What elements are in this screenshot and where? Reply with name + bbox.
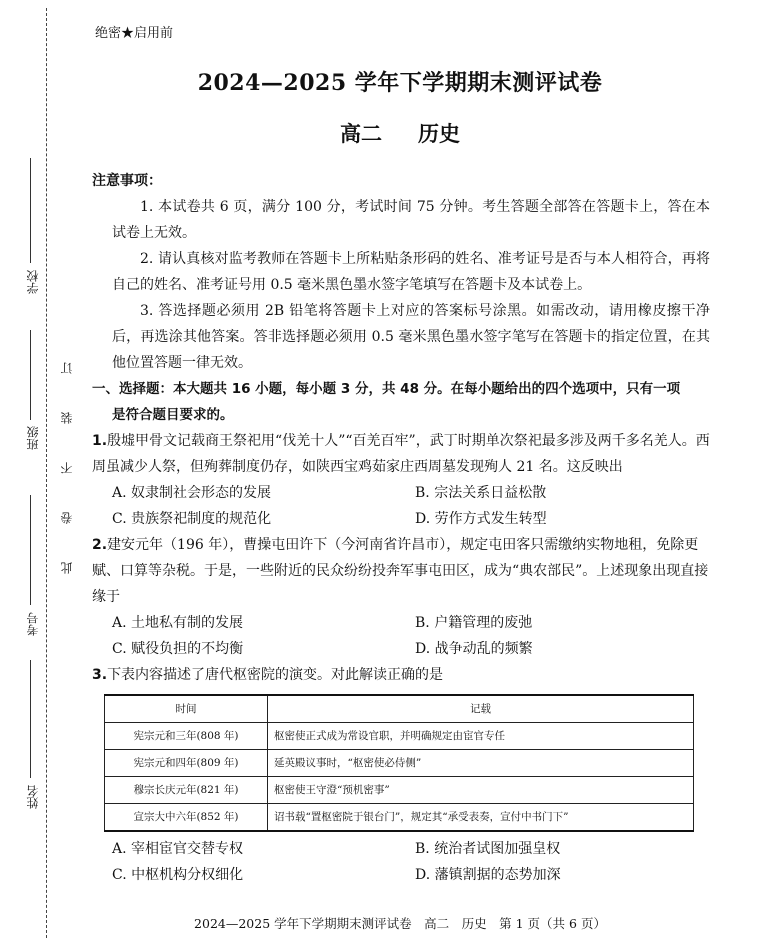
question-number: 3.	[92, 667, 108, 683]
option[interactable]: C. 赋役负担的不均衡	[112, 641, 244, 657]
name-blank	[30, 660, 31, 778]
subject-heading	[90, 118, 710, 148]
question-number: 2.	[92, 537, 108, 553]
question-stem: 殷墟甲骨文记载商王祭祀用“伐羌十人”“百羌百牢”，武丁时期单次祭祀最多涉及两千多名羌人。西周虽减少人祭，但殉葬制度仍存，如陕西宝鸡茹家庄西周墓发现殉人 21 名。这反映出	[92, 433, 710, 475]
cut-line	[46, 8, 47, 938]
exam-title: 2024—2025 学年下学期期末测评试卷	[197, 70, 603, 96]
question-stem: 建安元年（196 年），曹操屯田许下（今河南省许昌市），规定屯田客只需缴纳实物地租，免除更赋、口算等杂税。于是，一些附近的民众纷纷投奔军事屯田区，成为“典农部民”。上述现象出现直接缘于	[92, 537, 709, 605]
class-blank	[30, 330, 31, 420]
table-cell: 诏书载“置枢密院于银台门”，规定其“承受表奏，宣付中书门下”	[268, 804, 694, 832]
notes-heading: 注意事项：	[92, 173, 162, 189]
table-cell: 枢密使王守澄“预机密事”	[268, 777, 694, 804]
table-cell: 延英殿议事时，“枢密使必侍侧”	[268, 750, 694, 777]
table-header: 时间	[105, 695, 268, 723]
name-label: 姓名	[26, 785, 40, 809]
option[interactable]: D. 战争动乱的频繁	[415, 641, 533, 657]
seal-char: 订	[60, 362, 74, 374]
question-1	[92, 428, 710, 480]
option[interactable]: D. 藩镇割据的态势加深	[415, 867, 561, 883]
question-number: 1.	[92, 433, 108, 449]
table-header-row	[105, 695, 694, 723]
option[interactable]: C. 贵族祭祀制度的规范化	[112, 511, 272, 527]
exam-body	[92, 168, 710, 888]
note-item: 3. 答选择题必须用 2B 铅笔将答题卡上对应的答案标号涂黑。如需改动，请用橡皮擦干净后，再选涂其他答案。答非选择题必须用 0.5 毫米黑色墨水签字笔写在答题卡的指定位置，在其他位置答题一律无效。	[112, 303, 710, 371]
section-heading	[92, 376, 710, 428]
exam-number-label: 考号	[26, 612, 40, 636]
table-row	[105, 750, 694, 777]
question-3	[92, 662, 710, 688]
option[interactable]: B. 统治者试图加强皇权	[415, 841, 561, 857]
table-cell: 宣宗大中六年(852 年)	[105, 804, 268, 832]
note-item: 2. 请认真核对监考教师在答题卡上所粘贴条形码的姓名、准考证号是否与本人相符合，再将自己的姓名、准考证号用 0.5 毫米黑色墨水签字笔填写在答题卡及本试卷上。	[112, 251, 710, 293]
class-label: 班级	[26, 426, 40, 450]
table-cell: 宪宗元和四年(809 年)	[105, 750, 268, 777]
options-1	[112, 480, 710, 532]
table-row	[105, 723, 694, 750]
section-line: 是符合题目要求的。	[112, 407, 234, 423]
options-2	[112, 610, 710, 662]
table-cell: 宪宗元和三年(808 年)	[105, 723, 268, 750]
subject: 历史	[418, 121, 460, 146]
option[interactable]: B. 户籍管理的废弛	[415, 615, 533, 631]
grade: 高二	[340, 121, 382, 146]
note-item: 1. 本试卷共 6 页，满分 100 分，考试时间 75 分钟。考生答题全部答在答题卡上，答在本试卷上无效。	[112, 199, 710, 241]
table-row	[105, 777, 694, 804]
seal-char: 不	[60, 462, 74, 474]
table-cell: 穆宗长庆元年(821 年)	[105, 777, 268, 804]
school-blank	[30, 158, 31, 263]
question-2	[92, 532, 710, 610]
table-header: 记载	[268, 695, 694, 723]
option[interactable]: A. 宰相宦官交替专权	[112, 841, 244, 857]
options-3	[112, 836, 710, 888]
option[interactable]: D. 劳作方式发生转型	[415, 511, 547, 527]
seal-char: 此	[60, 562, 74, 574]
secret-mark: 绝密★启用前	[95, 26, 174, 41]
section-line: 一、选择题：本大题共 16 小题，每小题 3 分，共 48 分。在每小题给出的四个选项中，只有一项	[92, 381, 681, 397]
option[interactable]: C. 中枢机构分权细化	[112, 867, 244, 883]
option[interactable]: A. 土地私有制的发展	[112, 615, 244, 631]
option[interactable]: A. 奴隶制社会形态的发展	[112, 485, 272, 501]
table-cell: 枢密使正式成为常设官职，并明确规定由宦官专任	[268, 723, 694, 750]
table-row	[105, 804, 694, 832]
exam-number-blank	[30, 495, 31, 605]
page-footer: 2024—2025 学年下学期期末测评试卷 高二 历史 第 1 页（共 6 页）	[194, 916, 606, 931]
school-label: 学校	[26, 270, 40, 294]
option[interactable]: B. 宗法关系日益松散	[415, 485, 547, 501]
question-stem: 下表内容描述了唐代枢密院的演变。对此解读正确的是	[107, 667, 444, 683]
seal-char: 装	[60, 412, 74, 424]
seal-char: 卷	[60, 512, 74, 524]
tang-privy-council-table	[104, 694, 694, 832]
binding-margin	[0, 0, 90, 945]
